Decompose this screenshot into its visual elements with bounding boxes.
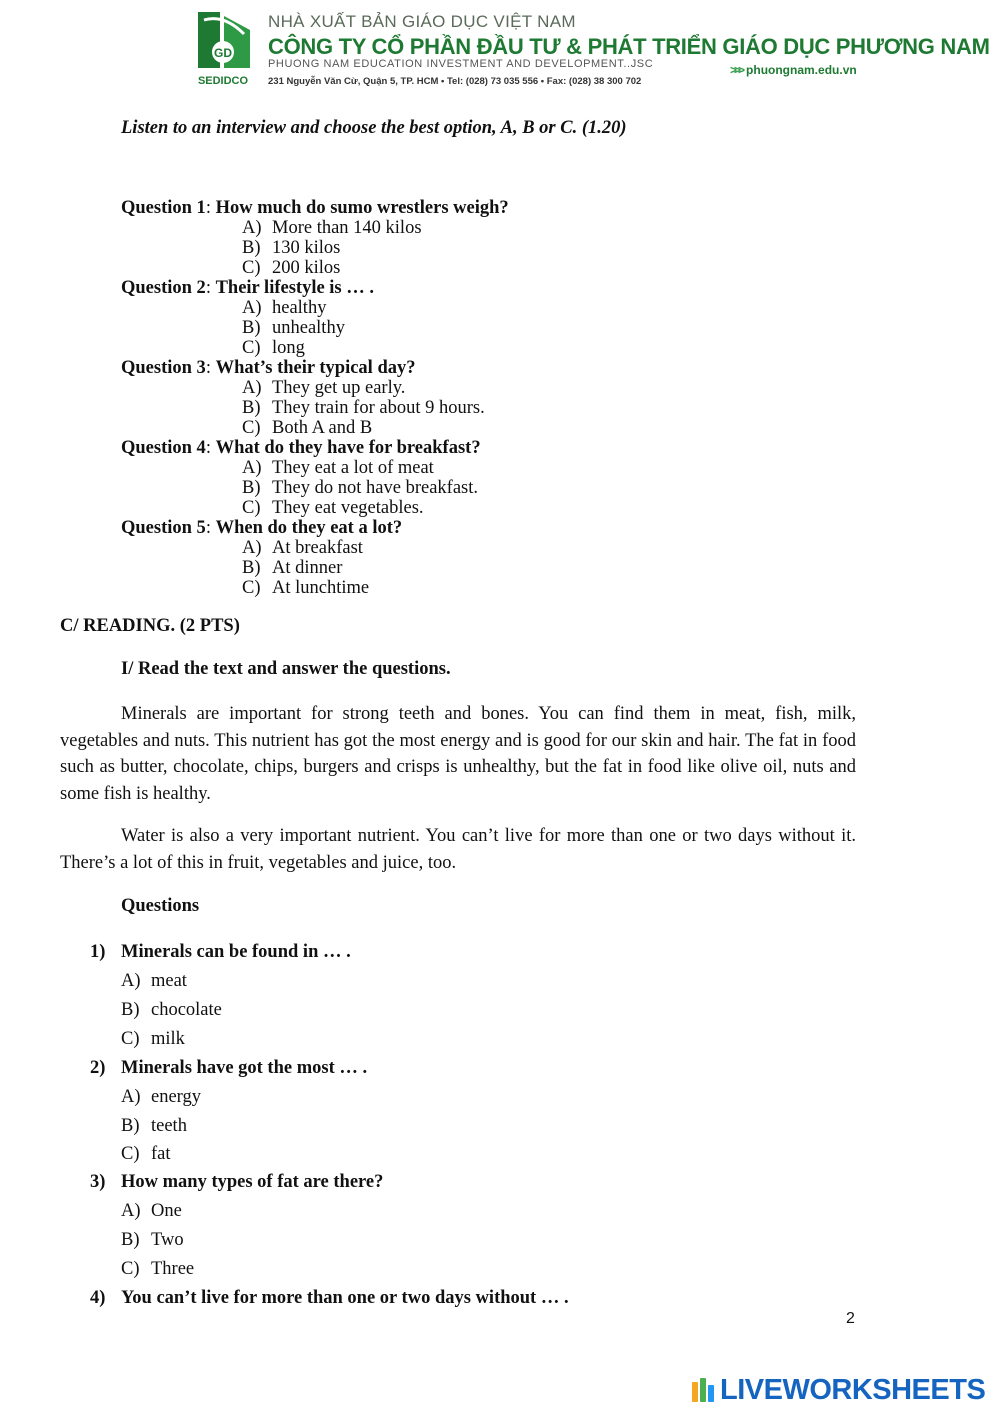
- listening-question: Question 4: What do they have for breakfast? A) They eat a lot of meat B) They do not have breakfast. C) They eat vegetables.: [121, 438, 481, 518]
- answer-option[interactable]: B) At dinner: [242, 558, 343, 578]
- answer-option[interactable]: C) milk: [121, 1029, 185, 1049]
- company-english-name: PHUONG NAM EDUCATION INVESTMENT AND DEVELOPMENT..JSC: [268, 58, 654, 70]
- company-name: CÔNG TY CỔ PHẦN ĐẦU TƯ & PHÁT TRIỂN GIÁO DỤC PHƯƠNG NAM: [268, 34, 990, 59]
- reading-paragraph: Minerals are important for strong teeth and bones. You can find them in meat, fish, milk, vegetables and nuts. This nutrient has got the most energy and is good for our skin and hair. The fat in food such as butter, chocolate, chips, burgers and crisps is unhealthy, but the fat in food like olive oil, nuts and some fish is healthy.: [60, 704, 856, 804]
- answer-option[interactable]: B) They train for about 9 hours.: [242, 398, 485, 418]
- publisher-logo: [190, 10, 256, 88]
- answer-option[interactable]: B) teeth: [121, 1116, 187, 1136]
- answer-option[interactable]: A) healthy: [242, 298, 327, 318]
- liveworksheets-icon: [692, 1376, 716, 1404]
- answer-option[interactable]: A) At breakfast: [242, 538, 363, 558]
- chevron-right-icon: >>>: [730, 63, 743, 77]
- answer-option[interactable]: A) One: [121, 1201, 182, 1221]
- publisher-name: NHÀ XUẤT BẢN GIÁO DỤC VIỆT NAM: [268, 12, 576, 31]
- listening-instruction: Listen to an interview and choose the best option, A, B or C. (1.20): [121, 118, 627, 138]
- answer-option[interactable]: C) Three: [121, 1259, 195, 1279]
- answer-option[interactable]: A) They get up early.: [242, 378, 406, 398]
- answer-option[interactable]: C) 200 kilos: [242, 258, 341, 278]
- section-title: C/ READING. (2 PTS): [60, 616, 240, 636]
- reading-question: 2) Minerals have got the most … .: [90, 1058, 368, 1078]
- listening-question: Question 3: What’s their typical day? A) They get up early. B) They train for about 9 hours. C) Both A and B: [121, 358, 485, 438]
- company-website[interactable]: >>> phuongnam.edu.vn: [730, 63, 857, 77]
- liveworksheets-logo[interactable]: [692, 1374, 985, 1406]
- page-number: 2: [846, 1310, 855, 1327]
- answer-option[interactable]: B) They do not have breakfast.: [242, 478, 478, 498]
- listening-question: Question 2: Their lifestyle is … . A) healthy B) unhealthy C) long: [121, 278, 375, 358]
- answer-option[interactable]: B) Two: [121, 1230, 184, 1250]
- company-address: 231 Nguyễn Văn Cừ, Quận 5, TP. HCM • Tel: (028) 73 035 556 • Fax: (028) 38 300 702: [268, 76, 642, 87]
- answer-option[interactable]: A) meat: [121, 971, 187, 991]
- answer-option[interactable]: C) At lunchtime: [242, 578, 370, 598]
- answer-option[interactable]: A) They eat a lot of meat: [242, 458, 434, 478]
- answer-option[interactable]: B) chocolate: [121, 1000, 222, 1020]
- reading-question: 3) How many types of fat are there?: [90, 1172, 384, 1192]
- reading-paragraph: Water is also a very important nutrient. You can’t live for more than one or two days without it. There’s a lot of this in fruit, vegetables and juice, too.: [60, 826, 856, 873]
- answer-option[interactable]: C) They eat vegetables.: [242, 498, 424, 518]
- answer-option[interactable]: A) More than 140 kilos: [242, 218, 422, 238]
- logo-text: SEDIDCO: [197, 75, 249, 87]
- answer-option[interactable]: B) unhealthy: [242, 318, 345, 338]
- answer-option[interactable]: C) long: [242, 338, 305, 358]
- questions-heading: Questions: [121, 896, 200, 916]
- reading-instruction: I/ Read the text and answer the questions.: [121, 659, 451, 679]
- answer-option[interactable]: A) energy: [121, 1087, 201, 1107]
- listening-question: Question 1: How much do sumo wrestlers weigh? A) More than 140 kilos B) 130 kilos C) 200 kilos: [121, 198, 509, 278]
- answer-option[interactable]: C) fat: [121, 1144, 171, 1164]
- reading-question: 1) Minerals can be found in … .: [90, 942, 351, 962]
- liveworksheets-brand: LIVEWORKSHEETS: [720, 1373, 986, 1406]
- reading-question: 4) You can’t live for more than one or two days without … .: [90, 1288, 569, 1308]
- logo-mark: GD: [214, 46, 232, 60]
- answer-option[interactable]: C) Both A and B: [242, 418, 373, 438]
- listening-question: Question 5: When do they eat a lot? A) At breakfast B) At dinner C) At lunchtime: [121, 518, 403, 598]
- answer-option[interactable]: B) 130 kilos: [242, 238, 341, 258]
